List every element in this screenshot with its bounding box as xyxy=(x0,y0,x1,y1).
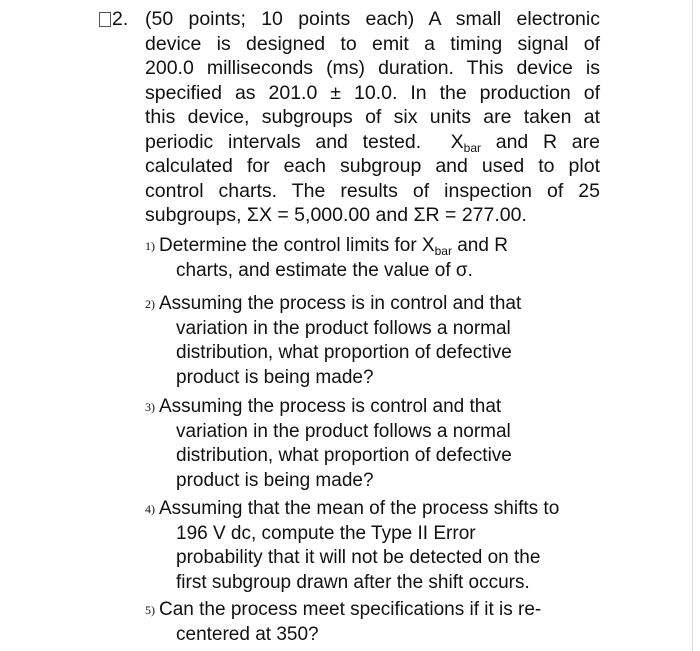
statement-line-xbar xyxy=(145,130,600,155)
question-line: variation in the product follows a normal xyxy=(176,317,511,339)
statement-line: device is designed to emit a timing signal of xyxy=(145,32,600,55)
statement-line: specified as 201.0 ± 10.0. In the production of xyxy=(145,81,600,104)
checkbox-glyph-icon xyxy=(99,12,111,27)
problem-number xyxy=(99,7,128,32)
statement-line: calculated for each subgroup and used to plot xyxy=(145,155,600,177)
statement-text: periodic intervals and tested. xyxy=(145,130,422,153)
statement-line: 200.0 milliseconds (ms) duration. This device is xyxy=(145,57,600,79)
statement-line: control charts. The results of inspection of 25 xyxy=(145,179,600,202)
problem-statement xyxy=(145,7,600,228)
question-line: 196 V dc, compute the Type II Error xyxy=(176,522,476,544)
question-number: 4) xyxy=(145,502,155,516)
page-edge-divider xyxy=(692,0,693,651)
statement-line: subgroups, ΣX = 5,000.00 and ΣR = 277.00. xyxy=(145,204,527,226)
question-first-line: 4) Assuming that the mean of the process shifts to xyxy=(145,497,605,522)
question-number: 2) xyxy=(145,297,155,311)
question-first-line: 2) Assuming the process is in control and that xyxy=(145,292,605,317)
question-line: centered at 350? xyxy=(176,623,319,645)
statement-line: this device, subgroups of six units are taken at xyxy=(145,106,600,128)
question-5 xyxy=(145,598,605,647)
question-line: distribution, what proportion of defective xyxy=(176,445,512,466)
question-2 xyxy=(145,292,605,390)
question-4 xyxy=(145,497,605,595)
question-number: 1) xyxy=(145,239,155,253)
problem-number-label: 2. xyxy=(112,8,129,30)
question-number: 5) xyxy=(145,603,155,617)
question-line: product is being made? xyxy=(176,366,374,388)
question-first-line: 3) Assuming the process is control and that xyxy=(145,395,605,420)
question-first-line: 5) Can the process meet specifications if it is re- xyxy=(145,598,605,623)
xbar-symbol: $X_{bar}$ xyxy=(450,130,481,155)
question-1 xyxy=(145,234,605,283)
statement-line: (50 points; 10 points each) A small electronic xyxy=(145,8,600,30)
question-line: first subgroup drawn after the shift occurs. xyxy=(176,571,530,593)
statement-text: and R are xyxy=(495,130,600,153)
question-first-line: 1) Determine the control limits for $X_{bar}$ and R xyxy=(145,235,508,258)
question-line: product is being made? xyxy=(176,469,374,491)
xbar-subscript: bar xyxy=(434,244,452,258)
question-number: 3) xyxy=(145,400,155,414)
question-line: variation in the product follows a normal xyxy=(176,420,511,442)
question-line: charts, and estimate the value of σ. xyxy=(176,259,473,281)
question-line: probability that it will not be detected on the xyxy=(176,547,541,568)
question-3 xyxy=(145,395,605,493)
question-line: distribution, what proportion of defective xyxy=(176,342,512,363)
